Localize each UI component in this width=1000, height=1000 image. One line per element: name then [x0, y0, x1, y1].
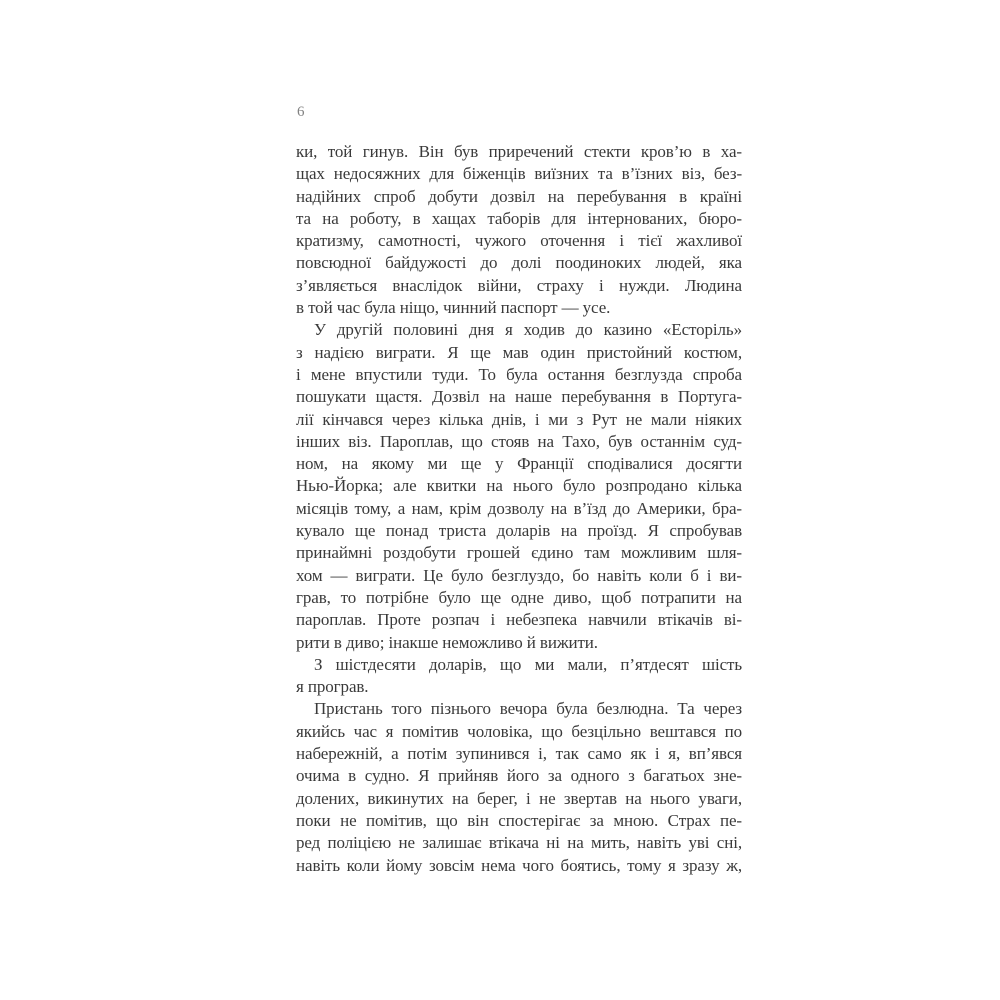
text-line: лії кінчався через кілька днів, і ми з Рут не мали ніяких [296, 409, 742, 429]
text-line: місяців тому, а нам, крім дозволу на в’їзд до Америки, бра- [296, 498, 742, 518]
text-line: і мене впустили туди. То була остання безглузда спроба [296, 364, 742, 384]
text-line: набережній, а потім зупинився і, так само як і я, вп’явся [296, 744, 742, 764]
text-line: та на роботу, в хащах таборів для інтернованих, бюро- [296, 208, 742, 228]
text-line: долених, викинутих на берег, і не звертав на нього уваги, [296, 788, 742, 808]
text-line: рити в диво; інакше неможливо й вижити. [296, 632, 598, 652]
body-text [296, 141, 742, 877]
text-line: ном, на якому ми ще у Франції сподівалися досягти [296, 454, 742, 474]
text-line: повсюдної байдужості до долі поодиноких людей, яка [296, 253, 742, 273]
text-line: в той час була ніщо, чинний паспорт — усе. [296, 298, 611, 318]
text-line: інших віз. Пароплав, що стояв на Тахо, був останнім суд- [296, 431, 742, 451]
paragraph [296, 319, 742, 653]
text-line: з надією виграти. Я ще мав один пристойний костюм, [296, 342, 742, 362]
text-line: очима в судно. Я прийняв його за одного з багатьох зне- [296, 766, 742, 786]
text-line: якийсь час я помітив чоловіка, що безцільно вештався по [296, 721, 742, 741]
text-line: ки, той гинув. Він був приречений стекти кров’ю в ха- [296, 142, 742, 161]
text-line: кратизму, самотності, чужого оточення і тієї жахливої [296, 231, 742, 251]
text-line: поки не помітив, що він спостерігає за мною. Страх пе- [296, 810, 742, 830]
text-line: з’являється внаслідок війни, страху і нужди. Людина [296, 275, 742, 295]
text-line: пароплав. Проте розпач і небезпека навчили втікачів ві- [296, 610, 742, 630]
text-line: З шістдесяти доларів, що ми мали, п’ятдесят шість [314, 654, 742, 674]
text-line: хом — виграти. Це було безглуздо, бо навіть коли б і ви- [296, 565, 742, 585]
text-line: надійних спроб добути дозвіл на перебування в країні [296, 186, 742, 206]
text-line: щах недосяжних для біженців виїзних та в’їзних віз, без- [296, 164, 742, 184]
text-line: Пристань того пізнього вечора була безлюдна. Та через [314, 699, 742, 719]
paragraph [296, 698, 742, 876]
text-line: пошукати щастя. Дозвіл на наше перебування в Португа- [296, 387, 742, 407]
text-line: я програв. [296, 677, 369, 697]
text-line: кувало ще понад триста доларів на проїзд. Я спробував [296, 521, 742, 541]
paragraph [296, 141, 742, 319]
text-line: Нью-Йорка; але квитки на нього було розпродано кілька [296, 476, 742, 496]
text-line: ред поліцією не залишає втікача ні на мить, навіть уві сні, [296, 833, 742, 853]
page-number: 6 [297, 104, 305, 120]
text-line: У другій половині дня я ходив до казино «Есторіль» [314, 320, 742, 340]
text-line: принаймні роздобути грошей єдино там можливим шля- [296, 543, 742, 563]
text-line: грав, то потрібне було ще одне диво, щоб потрапити на [296, 587, 742, 607]
text-line: навіть коли йому зовсім нема чого боятись, тому я зразу ж, [296, 855, 742, 875]
paragraph [296, 654, 742, 699]
